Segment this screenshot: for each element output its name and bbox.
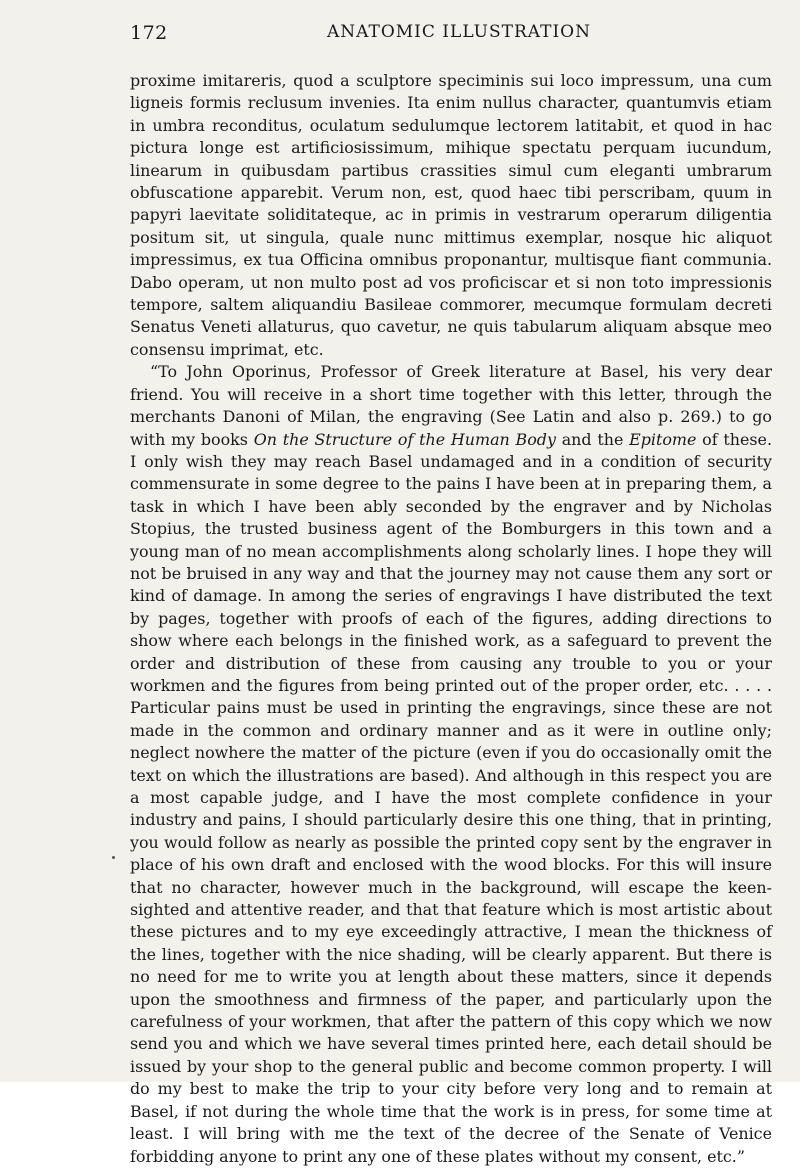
latin-paragraph: proxime imitareris, quod a sculptore speciminis sui loco impressum, una cum ligneis formis reclusum invenies. Ita enim nullus character, quantumvis etiam in umbra reconditus, oculatum sedulumque lectorem latitabit, et quod in hac pictura longe est artificiosissimum, mihique spectatu perquam iucundum, linearum in quibusdam partibus crassities simul cum eleganti umbrarum obfuscatione apparebit. Verum non, est, quod haec tibi perscribam, quum in papyri laevitate soliditateque, ac in primis in vestrarum operarum diligentia positum sit, ut singula, quale nunc mittimus exemplar, nosque hic aliquot impressimus, ex tua Officina omnibus proponantur, multisque fiant communia. Dabo operam, ut non multo post ad vos proficiscar et si non toto impressionis tempore, saltem aliquandiu Basileae commorer, mecumque formulam decreti Senatus Veneti allaturus, quo cavetur, ne quis tabularum aliquam absque meo consensu imprimat, etc. xyxy=(130,71,772,359)
book-title-structure: On the Structure of the Human Body xyxy=(253,429,556,449)
translation-text-part-3: of these. I only wish they may reach Basel undamaged and in a condition of security commensurate in some degree to the pains I have been at in preparing them, a task in which I have been ably seconded by the engraver and by Nicholas Stopius, the trusted business agent of the Bomburgers in this town and a young man of no mean accomplishments along scholarly lines. I hope they will not be bruised in any way and that the journey may not cause them any sort or kind of damage. In among the series of engravings I have distributed the text by pages, together with proofs of each of the figures, adding directions to show where each belongs in the finished work, as a safeguard to prevent the order and distribution of these from causing any trouble to you or your workmen and the figures from being printed out of the proper order, etc. . . . . Particular pains must be used in printing the engravings, since these are not made in the common and ordinary manner and as it were in outline only; neglect nowhere the matter of the picture (even if you do occasionally omit the text on which the illustrations are based). And although in this respect you are a most capable judge, and I have the most complete confidence in your industry and pains, I should particularly desire this one thing, that in printing, you would follow as nearly as possible the printed copy sent by the engraver in place of his own draft and enclosed with the wood blocks. For this will insure that no character, however much in the background, will escape the keen-sighted and attentive reader, and that that feature which is most artistic about these pictures and to my eye exceedingly attractive, I mean the thickness of the lines, together with the nice shading, will be clearly apparent. But there is no need for me to write you at length about these matters, since it depends upon the smoothness and firmness of the paper, and particularly upon the carefulness of your workmen, that after the pattern of this copy which we now send you and which we have several times printed here, each detail should be issued by your shop to the general public and become common property. I will do my best to make the trip to your city before very long and to remain at Basel, if not during the whole time that the work is in press, for some time at least. I will bring with me the text of the decree of the Senate of Venice forbidding anyone to print any one of these plates without my consent, etc.” xyxy=(130,429,773,1166)
ink-speck xyxy=(112,856,115,859)
running-head xyxy=(130,18,770,48)
translation-text-part-2: and the xyxy=(555,429,630,449)
translation-text-part-1: “To John Oporinus, Professor of Greek literature at Basel, his very dear friend. You will receive in a short time together with this letter, through the merchants Danoni of Milan, the engraving (See Latin and also p. 269.) to go with my books xyxy=(130,362,772,449)
page-body xyxy=(130,70,772,1168)
page-number: 172 xyxy=(130,22,168,44)
book-title-epitome: Epitome xyxy=(629,429,697,449)
english-translation-paragraph xyxy=(130,361,772,1168)
running-title: ANATOMIC ILLUSTRATION xyxy=(327,22,591,42)
